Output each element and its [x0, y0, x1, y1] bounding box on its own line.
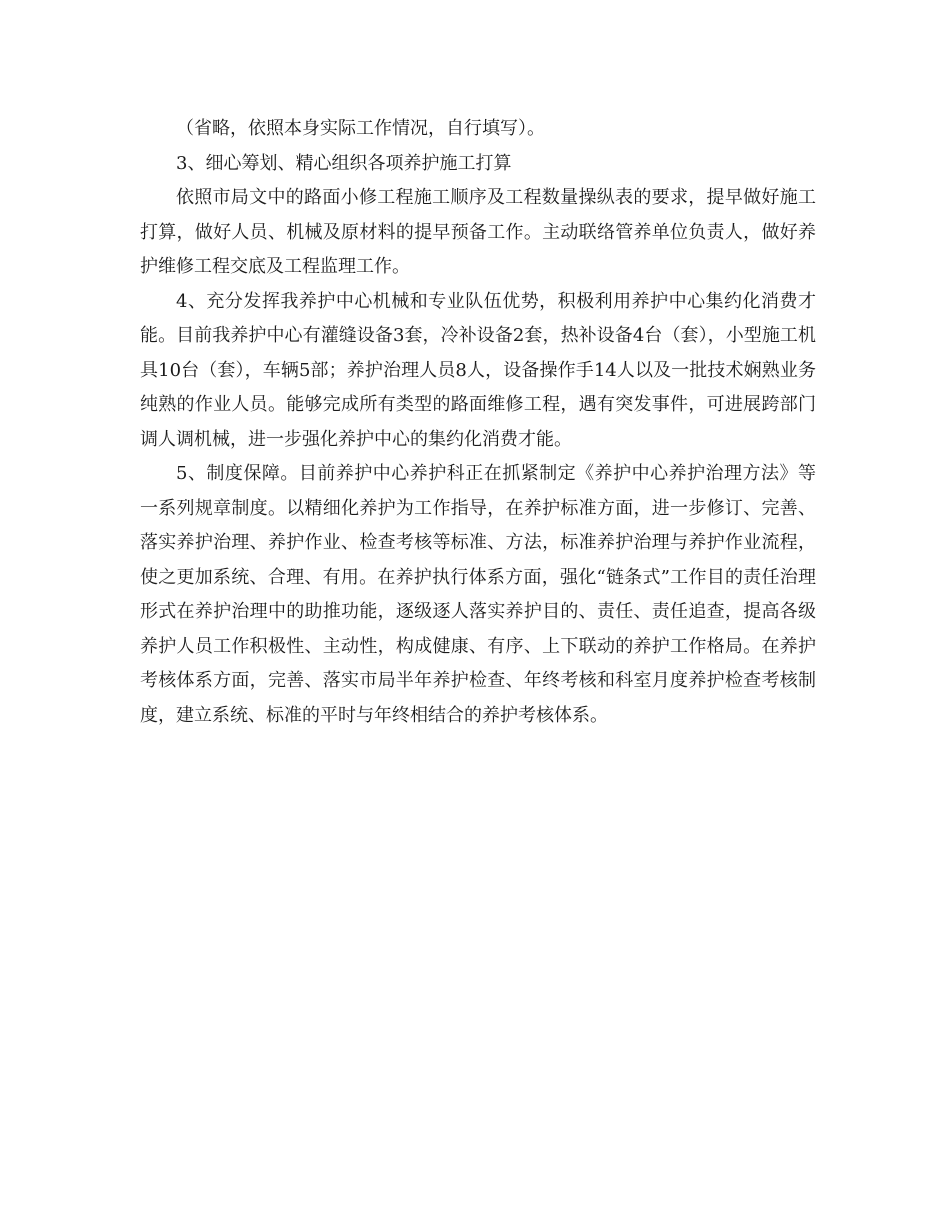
paragraph-item-4-equipment: 4、充分发挥我养护中心机械和专业队伍优势，积极利用养护中心集约化消费才能。目前我养护中心有灌缝设备3套，冷补设备2套，热补设备4台（套），小型施工机具10台（套），车辆5部；养护治理人员8人，设备操作手14人以及一批技术娴熟业务纯熟的作业人员。能够完成所有类型的路面维修工程，遇有突发事件，可进展跨部门调人调机械，进一步强化养护中心的集约化消费才能。	[140, 290, 816, 450]
paragraph-heading-3: 3、细心筹划、精心组织各项养护施工打算	[176, 152, 512, 174]
paragraph-omitted-note: （省略，依照本身实际工作情况，自行填写）。	[176, 118, 545, 139]
paragraph-item-5-system: 5、制度保障。目前养护中心养护科正在抓紧制定《养护中心养护治理方法》等一系列规章制度。以精细化养护为工作指导，在养护标准方面，进一步修订、完善、落实养护治理、养护作业、检查考核等标准、方法，标准养护治理与养护作业流程，使之更加系统、合理、有用。在养护执行体系方面，强化“链条式”工作目的责任治理形式在养护治理中的助推功能，逐级逐人落实养护目的、责任、责任追查，提高各级养护人员工作积极性、主动性，构成健康、有序、上下联动的养护工作格局。在养护考核体系方面，完善、落实市局半年养护检查、年终考核和科室月度养护检查考核制度，建立系统、标准的平时与年终相结合的养护考核体系。	[140, 463, 816, 726]
paragraph-construction-plan: 依照市局文中的路面小修工程施工顺序及工程数量操纵表的要求，提早做好施工打算，做好人员、机械及原材料的提早预备工作。主动联络管养单位负责人，做好养护维修工程交底及工程监理工作。	[140, 187, 816, 277]
document-body	[140, 112, 816, 733]
